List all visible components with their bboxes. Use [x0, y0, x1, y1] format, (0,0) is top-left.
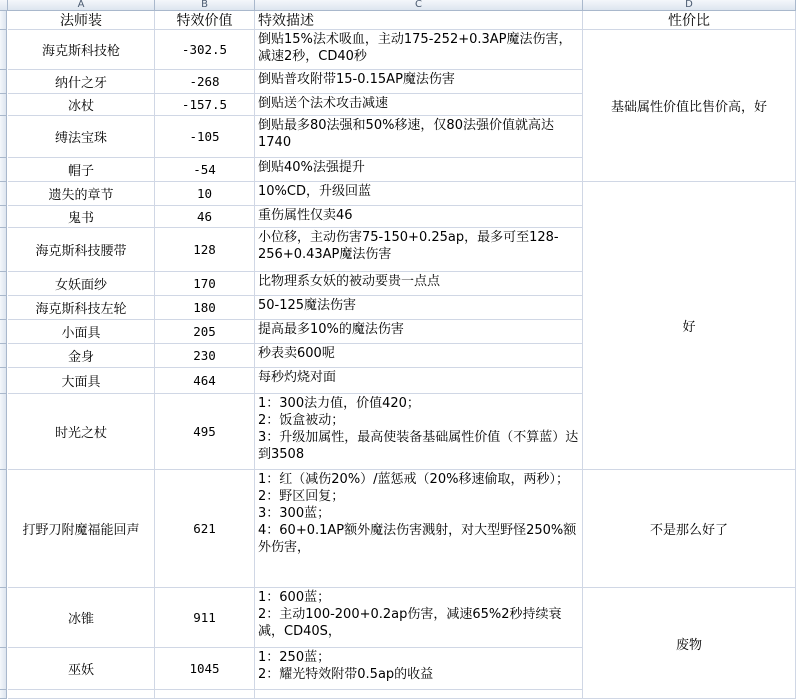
row-header[interactable] — [0, 690, 7, 699]
effect-desc-cell[interactable] — [255, 588, 583, 648]
desc-line: 3：300蓝； — [258, 506, 331, 521]
desc-line: 比物理系女妖的被动要贵一点点 — [258, 274, 441, 289]
item-name-cell[interactable]: 巫妖 — [8, 648, 155, 690]
desc-line: 2：主动100-200+0.2ap伤害，减速65%2秒持续衰减，CD40S， — [258, 607, 562, 639]
header-value[interactable]: 特效价值 — [155, 11, 255, 30]
effect-desc-cell[interactable] — [255, 158, 583, 182]
effect-desc-cell[interactable] — [255, 206, 583, 228]
item-name-cell[interactable]: 冰杖 — [8, 94, 155, 116]
effect-desc-cell[interactable] — [255, 344, 583, 368]
empty-cell[interactable] — [155, 690, 255, 699]
desc-line: 每秒灼烧对面 — [258, 370, 337, 385]
column-header-a[interactable]: A — [8, 0, 155, 11]
item-name-cell[interactable]: 鬼书 — [8, 206, 155, 228]
desc-line: 4：60+0.1AP额外魔法伤害溅射，对大型野怪250%额外伤害， — [258, 523, 577, 555]
row-header[interactable] — [0, 206, 7, 228]
row-header[interactable] — [0, 394, 7, 470]
effect-value-cell[interactable]: 230 — [155, 344, 255, 368]
effect-desc-cell[interactable] — [255, 368, 583, 394]
desc-line: 倒贴40%法强提升 — [258, 160, 365, 175]
effect-value-cell[interactable]: 911 — [155, 588, 255, 648]
effect-value-cell[interactable]: 10 — [155, 182, 255, 206]
item-name-cell[interactable]: 冰锥 — [8, 588, 155, 648]
desc-line: 2：野区回复； — [258, 489, 345, 504]
empty-cell[interactable] — [255, 690, 583, 699]
item-name-cell[interactable]: 遗失的章节 — [8, 182, 155, 206]
effect-desc-cell[interactable] — [255, 116, 583, 158]
rating-cell[interactable]: 基础属性价值比售价高，好 — [583, 30, 796, 182]
row-header[interactable] — [0, 344, 7, 368]
effect-value-cell[interactable]: 464 — [155, 368, 255, 394]
desc-line: 2：饭盒被动； — [258, 413, 345, 428]
effect-value-cell[interactable]: -54 — [155, 158, 255, 182]
desc-line: 10%CD，升级回蓝 — [258, 184, 371, 199]
header-desc[interactable]: 特效描述 — [255, 11, 583, 30]
rating-cell[interactable]: 好 — [583, 182, 796, 470]
column-header-row-corner[interactable] — [0, 0, 8, 11]
desc-line: 倒贴送个法术攻击减速 — [258, 96, 389, 111]
row-header[interactable] — [0, 158, 7, 182]
effect-value-cell[interactable]: 170 — [155, 272, 255, 296]
row-header[interactable] — [0, 116, 7, 158]
effect-desc-cell[interactable] — [255, 228, 583, 272]
effect-value-cell[interactable]: 621 — [155, 470, 255, 588]
desc-line: 提高最多10%的魔法伤害 — [258, 322, 404, 337]
effect-desc-cell[interactable] — [255, 394, 583, 470]
desc-line: 1：600蓝； — [258, 590, 331, 605]
effect-value-cell[interactable]: -105 — [155, 116, 255, 158]
effect-value-cell[interactable]: -268 — [155, 70, 255, 94]
effect-value-cell[interactable]: -157.5 — [155, 94, 255, 116]
effect-value-cell[interactable]: 1045 — [155, 648, 255, 690]
desc-line: 小位移，主动伤害75-150+0.25ap，最多可至128-256+0.43AP魔法伤害 — [258, 230, 559, 262]
desc-line: 倒贴普攻附带15-0.15AP魔法伤害 — [258, 72, 455, 87]
effect-value-cell[interactable]: -302.5 — [155, 30, 255, 70]
rating-cell[interactable]: 废物 — [583, 588, 796, 699]
column-header-c[interactable]: C — [255, 0, 583, 11]
desc-line: 50-125魔法伤害 — [258, 298, 357, 313]
effect-desc-cell[interactable] — [255, 272, 583, 296]
row-header[interactable] — [0, 470, 7, 588]
header-name[interactable]: 法师装 — [8, 11, 155, 30]
row-header[interactable] — [0, 94, 7, 116]
desc-line: 1：红（减伤20%）/蓝惩戒（20%移速偷取，两秒）； — [258, 472, 569, 487]
row-header[interactable] — [0, 648, 7, 690]
item-name-cell[interactable]: 缚法宝珠 — [8, 116, 155, 158]
row-header[interactable] — [0, 228, 7, 272]
column-header-b[interactable]: B — [155, 0, 255, 11]
desc-line: 1：250蓝； — [258, 650, 331, 665]
effect-value-cell[interactable]: 180 — [155, 296, 255, 320]
row-header[interactable] — [0, 588, 7, 648]
item-name-cell[interactable]: 纳什之牙 — [8, 70, 155, 94]
row-header[interactable] — [0, 320, 7, 344]
item-name-cell[interactable]: 时光之杖 — [8, 394, 155, 470]
desc-line: 重伤属性仅卖46 — [258, 208, 353, 223]
item-name-cell[interactable]: 海克斯科技左轮 — [8, 296, 155, 320]
effect-value-cell[interactable]: 46 — [155, 206, 255, 228]
item-name-cell[interactable]: 小面具 — [8, 320, 155, 344]
effect-desc-cell[interactable] — [255, 30, 583, 70]
effect-value-cell[interactable]: 128 — [155, 228, 255, 272]
effect-desc-cell[interactable] — [255, 320, 583, 344]
effect-desc-cell[interactable] — [255, 182, 583, 206]
desc-line: 秒表卖600呢 — [258, 346, 335, 361]
desc-line: 2：耀光特效附带0.5ap的收益 — [258, 667, 434, 682]
row-header[interactable] — [0, 368, 7, 394]
effect-desc-cell[interactable] — [255, 94, 583, 116]
desc-line: 1：300法力值，价值420； — [258, 396, 420, 411]
item-name-cell[interactable]: 帽子 — [8, 158, 155, 182]
effect-desc-cell[interactable] — [255, 70, 583, 94]
effect-desc-cell[interactable] — [255, 648, 583, 690]
effect-desc-cell[interactable] — [255, 470, 583, 588]
item-name-cell[interactable]: 海克斯科技枪 — [8, 30, 155, 70]
desc-line: 3：升级加属性，最高使装备基础属性价值（不算蓝）达到3508 — [258, 430, 579, 462]
row-header[interactable] — [0, 272, 7, 296]
desc-line: 倒贴15%法术吸血，主动175-252+0.3AP魔法伤害，减速2秒，CD40秒 — [258, 32, 572, 64]
item-name-cell[interactable]: 女妖面纱 — [8, 272, 155, 296]
item-name-cell[interactable]: 金身 — [8, 344, 155, 368]
column-header-d[interactable]: D — [583, 0, 796, 11]
desc-line: 倒贴最多80法强和50%移速，仅80法强价值就高达1740 — [258, 118, 554, 150]
effect-value-cell[interactable]: 205 — [155, 320, 255, 344]
effect-value-cell[interactable]: 495 — [155, 394, 255, 470]
item-name-cell[interactable]: 大面具 — [8, 368, 155, 394]
effect-desc-cell[interactable] — [255, 296, 583, 320]
header-rating[interactable]: 性价比 — [583, 11, 796, 30]
empty-cell[interactable] — [8, 690, 155, 699]
row-header[interactable] — [0, 182, 7, 206]
item-name-cell[interactable]: 海克斯科技腰带 — [8, 228, 155, 272]
rating-cell[interactable]: 不是那么好了 — [583, 470, 796, 588]
row-header[interactable] — [0, 11, 7, 30]
item-name-cell[interactable]: 打野刀附魔福能回声 — [8, 470, 155, 588]
row-header[interactable] — [0, 70, 7, 94]
row-header[interactable] — [0, 296, 7, 320]
row-header[interactable] — [0, 30, 7, 70]
